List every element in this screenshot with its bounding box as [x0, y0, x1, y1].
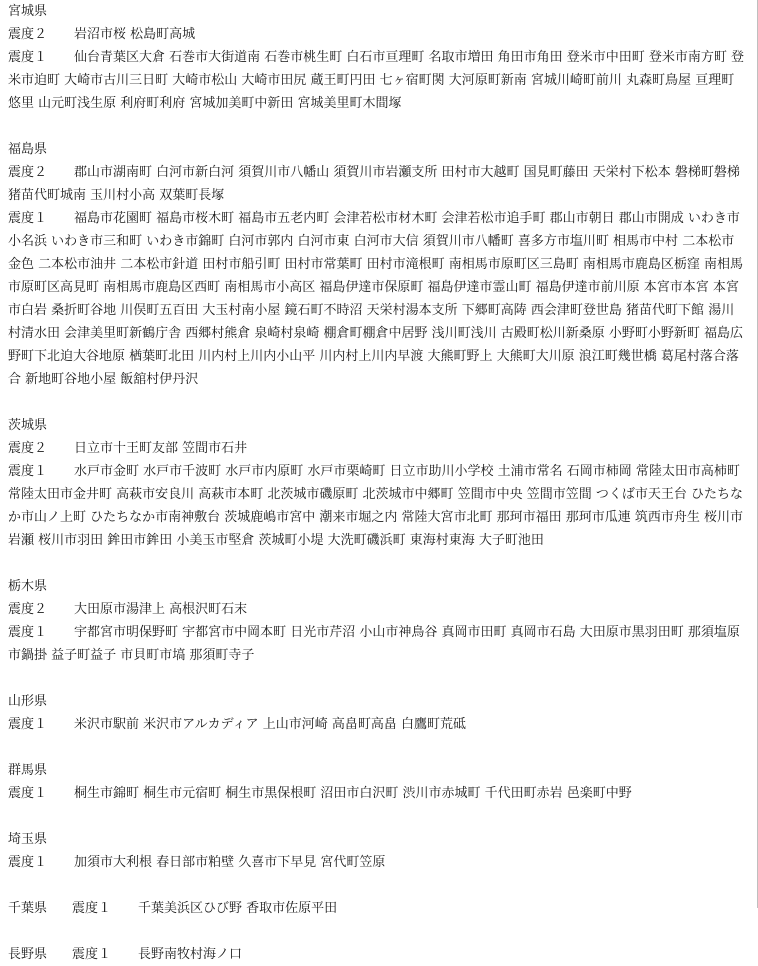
section-chiba	[8, 897, 747, 920]
prefecture-name: 群馬県	[8, 763, 48, 778]
intensity-row	[8, 713, 747, 736]
spacer	[8, 552, 747, 575]
locations-text: 仙台青葉区大倉 石巻市大街道南 石巻市桃生町 白石市亘理町 名取市増田 角田市角田 登米市中田町 登米市南方町 登米市迫町 大崎市古川三日町 大崎市松山 大崎市田尻 蔵王町円田 七ヶ宿町関 大河原町新南 宮城川崎町前川 丸森町鳥屋 亘理町悠里 山元町浅生原 利府町利府 宮城加美町中新田 宮城美里町木間塚	[8, 50, 745, 111]
intensity-row	[8, 621, 747, 667]
section-nagano	[8, 943, 747, 966]
intensity-label: 震度１	[8, 211, 48, 226]
intensity-row	[8, 943, 747, 966]
intensity-label: 震度１	[72, 947, 112, 962]
intensity-label: 震度１	[8, 625, 48, 640]
section-fukushima	[8, 138, 747, 391]
section-saitama	[8, 828, 747, 874]
locations-text: 岩沼市桜 松島町高城	[74, 27, 196, 42]
intensity-label: 震度２	[8, 27, 48, 42]
prefecture-name: 長野県	[8, 947, 48, 962]
intensity-label: 震度１	[72, 901, 112, 916]
locations-text: 宇都宮市明保野町 宇都宮市中岡本町 日光市芹沼 小山市神鳥谷 真岡市田町 真岡市石島 大田原市黒羽田町 那須塩原市鍋掛 益子町益子 市貝町市塙 那須町寺子	[8, 625, 740, 663]
locations-text: 大田原市湯津上 高根沢町石末	[74, 602, 248, 617]
prefecture-name: 宮城県	[8, 4, 48, 19]
locations-text: 日立市十王町友部 笠間市石井	[74, 441, 248, 456]
prefecture-name: 茨城県	[8, 418, 48, 433]
locations-text: 米沢市駅前 米沢市アルカディア 上山市河崎 高畠町高畠 白鷹町荒砥	[74, 717, 466, 732]
intensity-label: 震度１	[8, 50, 48, 65]
intensity-row	[8, 598, 747, 621]
intensity-row	[8, 851, 747, 874]
spacer	[8, 874, 747, 897]
intensity-label: 震度２	[8, 441, 48, 456]
section-miyagi	[8, 0, 747, 115]
section-gunma	[8, 759, 747, 805]
spacer	[8, 736, 747, 759]
locations-text: 郡山市湖南町 白河市新白河 須賀川市八幡山 須賀川市岩瀬支所 田村市大越町 国見町藤田 天栄村下松本 磐梯町磐梯 猪苗代町城南 玉川村小高 双葉町長塚	[8, 165, 740, 203]
spacer	[8, 667, 747, 690]
section-ibaraki	[8, 414, 747, 552]
section-tochigi	[8, 575, 747, 667]
intensity-row	[8, 460, 747, 552]
intensity-row	[8, 161, 747, 207]
intensity-row	[8, 897, 747, 920]
intensity-label: 震度１	[8, 786, 48, 801]
spacer	[8, 805, 747, 828]
prefecture-name: 山形県	[8, 694, 48, 709]
intensity-label: 震度１	[8, 464, 48, 479]
intensity-row	[8, 437, 747, 460]
prefecture-name: 福島県	[8, 142, 48, 157]
prefecture-name: 埼玉県	[8, 832, 48, 847]
intensity-row	[8, 782, 747, 805]
spacer	[8, 391, 747, 414]
locations-text: 加須市大利根 春日部市粕壁 久喜市下早見 宮代町笠原	[74, 855, 386, 870]
locations-text: 長野南牧村海ノ口	[138, 947, 243, 962]
locations-text: 水戸市金町 水戸市千波町 水戸市内原町 水戸市栗崎町 日立市助川小学校 土浦市常名 石岡市柿岡 常陸太田市高柿町 常陸太田市金井町 高萩市安良川 高萩市本町 北茨城市磯原町 北茨城市中郷町 笠間市中央 笠間市笠間 つくば市天王台 ひたちなか市山ノ上町 ひたちなか市南神敷台 茨城鹿嶋市宮中 潮来市堀之内 常陸大宮市北町 那珂市福田 那珂市瓜連 筑西市舟生 桜川市岩瀬 桜川市羽田 鉾田市鉾田 小美玉市堅倉 茨城町小堤 大洗町磯浜町 東海村東海 大子町池田	[8, 464, 744, 548]
intensity-row	[8, 207, 747, 391]
spacer	[8, 920, 747, 943]
locations-text: 福島市花園町 福島市桜木町 福島市五老内町 会津若松市材木町 会津若松市追手町 郡山市朝日 郡山市開成 いわき市小名浜 いわき市三和町 いわき市錦町 白河市郭内 白河市東 白河市大信 須賀川市八幡町 喜多方市塩川町 相馬市中村 二本松市金色 二本松市油井 二本松市針道 田村市船引町 田村市常葉町 田村市滝根町 南相馬市原町区三島町 南相馬市鹿島区栃窪 南相馬市原町区高見町 南相馬市鹿島区西町 南相馬市小高区 福島伊達市保原町 福島伊達市霊山町 福島伊達市前川原 本宮市本宮 本宮市白岩 桑折町谷地 川俣町五百田 大玉村南小屋 鏡石町不時沼 天栄村湯本支所 下郷町高陦 西会津町登世島 猪苗代町下館 湯川村清水田 会津美里町新鶴庁舎 西郷村熊倉 泉崎村泉崎 棚倉町棚倉中居野 浅川町浅川 古殿町松川新桑原 小野町小野新町 福島広野町下北迫大谷地原 楢葉町北田 川内村上川内小山平 川内村上川内早渡 大熊町野上 大熊町大川原 浪江町幾世橋 葛尾村落合落合 新地町谷地小屋 飯舘村伊丹沢	[8, 211, 744, 387]
locations-text: 千葉美浜区ひび野 香取市佐原平田	[138, 901, 338, 916]
intensity-row	[8, 46, 747, 115]
prefecture-name: 栃木県	[8, 579, 48, 594]
prefecture-name: 千葉県	[8, 901, 48, 916]
intensity-label: 震度２	[8, 602, 48, 617]
locations-text: 桐生市錦町 桐生市元宿町 桐生市黒保根町 沼田市白沢町 渋川市赤城町 千代田町赤岩 邑楽町中野	[74, 786, 632, 801]
spacer	[8, 115, 747, 138]
section-yamagata	[8, 690, 747, 736]
intensity-row	[8, 23, 747, 46]
intensity-label: 震度１	[8, 855, 48, 870]
intensity-label: 震度２	[8, 165, 48, 180]
intensity-label: 震度１	[8, 717, 48, 732]
